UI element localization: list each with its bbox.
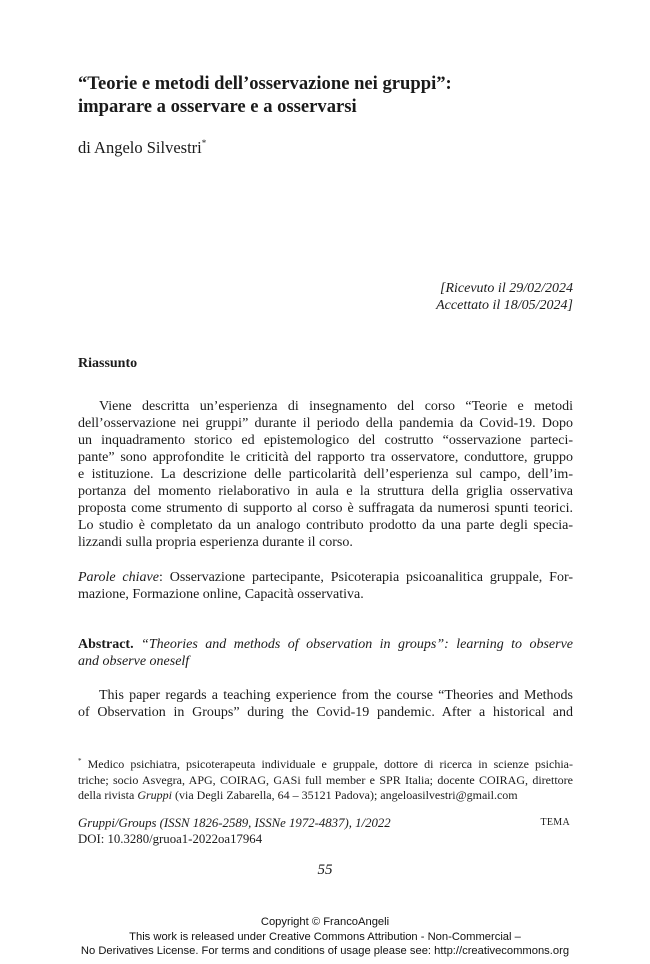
body-line: Lo studio è completato da un analogo contributo prodotto da una parte degli specia-	[78, 518, 573, 533]
section-label: TEMA	[540, 817, 570, 828]
abstract-heading	[78, 636, 573, 670]
footnote-mark: *	[201, 138, 207, 148]
footnote-text: triche; socio Asvegra, APG, COIRAG, GASi full member e SPR Italia; docente COIRAG, direttore	[78, 772, 573, 787]
body-line: Viene descritta un’esperienza di insegnamento del corso “Teorie e metodi	[99, 399, 573, 414]
body-line: dell’osservazione nei gruppi” durante il periodo della pandemia da Covid-19. Dopo	[78, 416, 573, 431]
footnote	[78, 754, 573, 804]
keywords	[78, 569, 573, 603]
author-line	[78, 138, 206, 158]
riassunto-heading: Riassunto	[78, 356, 138, 371]
author-name: di Angelo Silvestri	[78, 138, 202, 157]
journal-name: Gruppi	[137, 788, 172, 802]
riassunto-body	[78, 398, 573, 551]
abstract-label: Abstract.	[78, 637, 134, 652]
page-number: 55	[317, 862, 333, 878]
accepted-date: Accettato il 18/05/2024]	[436, 298, 573, 313]
keywords-label: Parole chiave	[78, 570, 159, 585]
body-line: portanza del momento rielaborativo in aula e la struttura della griglia osservativa	[78, 484, 573, 499]
body-line: pante” sono approfondite le criticità del rapporto tra osservatore, conduttore, gruppo	[78, 450, 573, 465]
received-date: [Ricevuto il 29/02/2024	[440, 281, 573, 296]
article-title	[78, 72, 578, 118]
title-line: “Teorie e metodi dell’osservazione nei gruppi”:	[78, 73, 452, 94]
copyright-line: Copyright © FrancoAngeli	[260, 916, 390, 928]
footnote-mark: *	[78, 757, 82, 765]
body-line: of Observation in Groups” during the Covid-19 pandemic. After a historical and	[78, 705, 573, 720]
body-line: proposta come strumento di supporto al corso è suffragata da numerosi spunti teorici.	[78, 501, 573, 516]
body-line: This paper regards a teaching experience from the course “Theories and Methods	[99, 688, 573, 703]
received-dates	[436, 280, 573, 314]
abstract-body	[78, 687, 573, 721]
body-line: un inquadramento storico ed epistemologico del costrutto “osservazione parteci-	[78, 433, 573, 448]
footnote-text: Medico psichiatra, psicoterapeuta individuale e gruppale, dottore di ricerca in scienze psichia-	[81, 757, 573, 771]
body-line: e istituzione. La descrizione delle particolarità dell’esperienza sul campo, dell’im-	[78, 467, 573, 482]
footnote-text: (via Degli Zabarella, 64 – 35121 Padova); angeloasilvestri@gmail.com	[172, 788, 518, 802]
journal-info	[78, 815, 391, 847]
abstract-title: and observe oneself	[78, 654, 190, 669]
keywords-text: : Osservazione partecipante, Psicoterapia psicoanalitica gruppale, For-	[158, 570, 573, 585]
license-line: No Derivatives License. For terms and conditions of usage please see: http://creativecommons.org	[80, 945, 570, 957]
keywords-text: mazione, Formazione online, Capacità osservativa.	[78, 587, 364, 602]
license-line: This work is released under Creative Commons Attribution - Non-Commercial –	[129, 930, 521, 943]
journal-citation: Gruppi/Groups (ISSN 1826-2589, ISSNe 1972-4837), 1/2022	[78, 816, 391, 830]
body-line: lizzandi sulla propria esperienza durante il corso.	[78, 535, 353, 550]
title-line: imparare a osservare e a osservarsi	[78, 96, 357, 117]
footnote-text: della rivista	[78, 788, 138, 802]
copyright-notice	[0, 915, 650, 959]
doi: DOI: 10.3280/gruoa1-2022oa17964	[78, 832, 263, 846]
abstract-title: “Theories and methods of observation in groups”: learning to observe	[141, 637, 573, 652]
